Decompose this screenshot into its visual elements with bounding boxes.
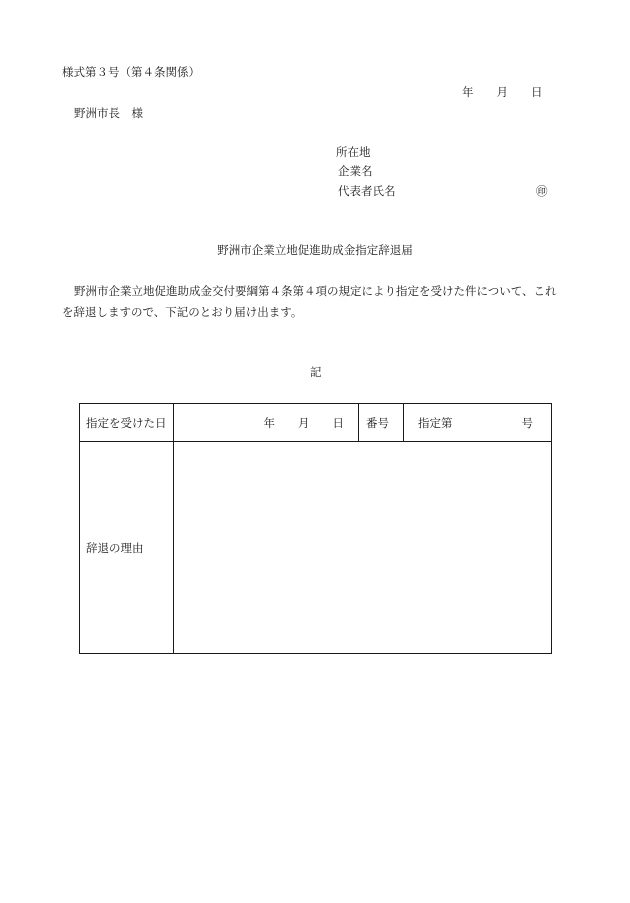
- reason-label: 辞退の理由: [80, 442, 174, 654]
- body-text-line-1: 野洲市企業立地促進助成金交付要綱第４条第４項の規定により指定を受けた件について、これ: [74, 284, 557, 298]
- form-number: 様式第３号（第４条関係）: [62, 65, 200, 79]
- ki-heading: 記: [310, 365, 322, 379]
- table-date-year-label: 年: [263, 415, 275, 430]
- designation-number-suffix: 号: [521, 415, 533, 430]
- body-text-line-2: を辞退しますので、下記のとおり届け出ます。: [62, 305, 303, 319]
- document-title: 野洲市企業立地促進助成金指定辞退届: [217, 243, 413, 257]
- company-name-label: 企業名: [338, 164, 373, 178]
- address-label: 所在地: [336, 145, 371, 159]
- designation-number-prefix: 指定第: [418, 415, 453, 430]
- date-year-label: 年: [462, 85, 474, 99]
- table-row: [80, 404, 552, 442]
- submission-date: [462, 87, 543, 99]
- seal-icon: ㊞: [536, 184, 548, 198]
- number-label: 番号: [359, 404, 404, 442]
- addressee: 野洲市長 様: [74, 106, 143, 120]
- designation-number-field[interactable]: [404, 404, 552, 442]
- designated-date-label: 指定を受けた日: [80, 404, 174, 442]
- table-date-day-label: 日: [332, 415, 344, 430]
- reason-field[interactable]: [174, 442, 552, 654]
- withdrawal-details-table: [79, 403, 552, 654]
- table-row: [80, 442, 552, 654]
- designated-date-field[interactable]: [174, 404, 359, 442]
- table-date-month-label: 月: [298, 415, 310, 430]
- date-day-label: 日: [531, 85, 543, 99]
- date-month-label: 月: [496, 85, 508, 99]
- representative-name-label: 代表者氏名: [338, 184, 396, 198]
